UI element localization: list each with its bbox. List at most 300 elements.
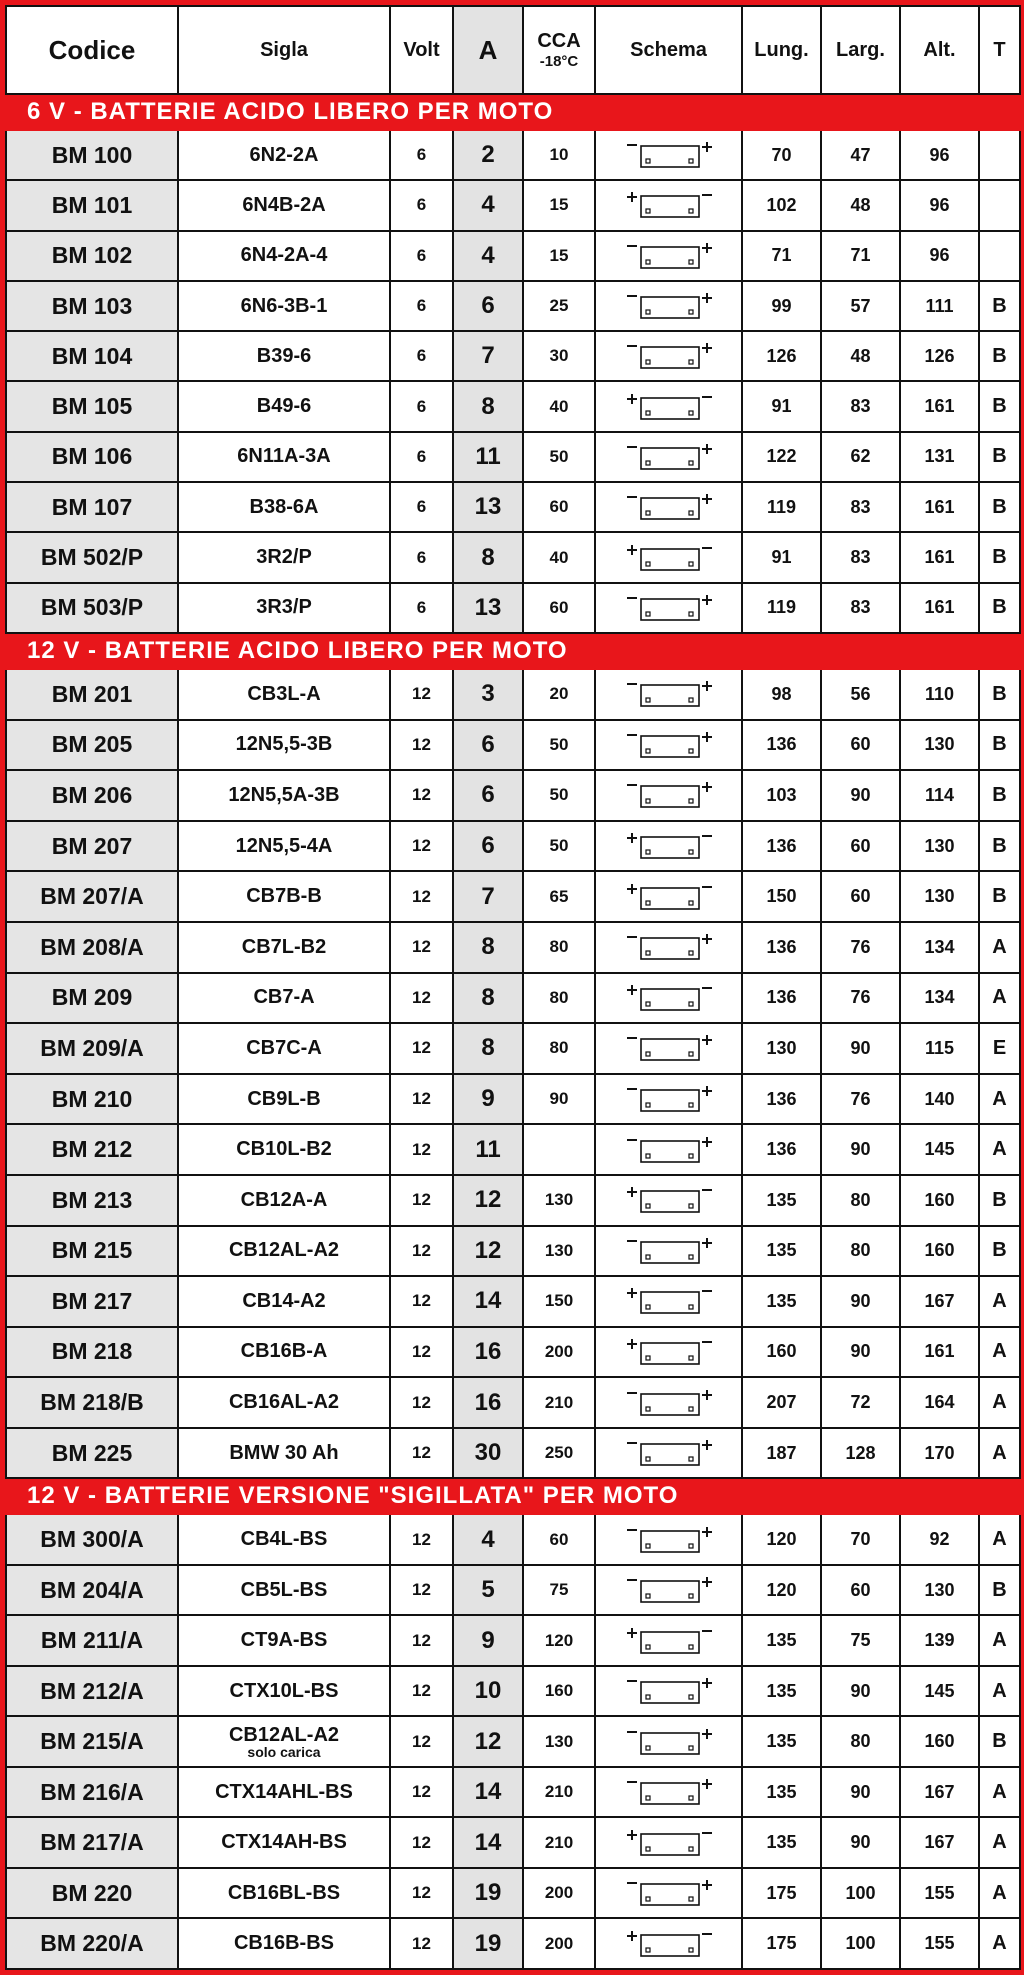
battery-height: 110 [900,669,979,720]
battery-code: BM 218/B [6,1377,178,1428]
battery-code: BM 105 [6,381,178,431]
battery-type: B [979,583,1020,633]
table-row [6,231,1020,281]
battery-length: 187 [742,1428,821,1479]
battery-polarity-icon [623,591,715,625]
battery-volt: 12 [390,1074,453,1125]
battery-volt: 12 [390,871,453,922]
battery-width: 60 [821,720,900,771]
battery-width: 71 [821,231,900,281]
battery-schema [595,770,742,821]
battery-sigla: CB16B-BS [178,1918,390,1969]
battery-schema [595,821,742,872]
battery-length: 175 [742,1918,821,1969]
battery-volt: 6 [390,532,453,582]
battery-amp: 6 [453,281,523,331]
battery-sigla: CB3L-A [178,669,390,720]
battery-volt: 12 [390,1918,453,1969]
battery-schema [595,1615,742,1666]
battery-schema [595,1666,742,1717]
table-row [6,1565,1020,1616]
battery-volt: 12 [390,1666,453,1717]
battery-amp: 14 [453,1817,523,1868]
battery-cca: 200 [523,1918,595,1969]
battery-amp: 30 [453,1428,523,1479]
battery-code: BM 215/A [6,1716,178,1767]
header-volt: Volt [390,6,453,94]
battery-cca: 30 [523,331,595,381]
battery-type: B [979,720,1020,771]
table-row [6,1226,1020,1277]
table-row [6,180,1020,230]
battery-type: B [979,1716,1020,1767]
table-row [6,1377,1020,1428]
table-row [6,1918,1020,1969]
battery-type: A [979,1817,1020,1868]
battery-polarity-icon [623,728,715,762]
battery-code: BM 225 [6,1428,178,1479]
battery-schema [595,669,742,720]
header-schema: Schema [595,6,742,94]
battery-polarity-icon [623,1183,715,1217]
battery-type [979,231,1020,281]
battery-volt: 12 [390,770,453,821]
battery-polarity-icon [623,1725,715,1759]
battery-polarity-icon [623,1284,715,1318]
battery-schema [595,922,742,973]
battery-amp: 4 [453,231,523,281]
battery-volt: 12 [390,1868,453,1919]
battery-height: 96 [900,180,979,230]
battery-schema [595,1377,742,1428]
battery-sigla: CB12AL-A2 [178,1226,390,1277]
battery-length: 120 [742,1565,821,1616]
battery-length: 135 [742,1666,821,1717]
header-cca-temp: -18°C [539,53,579,70]
battery-width: 100 [821,1918,900,1969]
battery-cca: 80 [523,973,595,1024]
battery-polarity-icon [623,1234,715,1268]
battery-height: 170 [900,1428,979,1479]
table-row [6,130,1020,180]
battery-height: 161 [900,583,979,633]
battery-amp: 4 [453,180,523,230]
battery-code: BM 205 [6,720,178,771]
battery-polarity-icon [623,188,715,222]
battery-type: B [979,770,1020,821]
battery-polarity-icon [623,880,715,914]
battery-width: 48 [821,180,900,230]
battery-cca: 80 [523,1023,595,1074]
battery-type: B [979,1565,1020,1616]
battery-schema [595,1716,742,1767]
battery-volt: 12 [390,922,453,973]
sigla-note: solo carica [247,1743,321,1760]
battery-height: 155 [900,1868,979,1919]
battery-length: 70 [742,130,821,180]
battery-polarity-icon [623,1082,715,1116]
table-row [6,821,1020,872]
battery-type: B [979,821,1020,872]
battery-width: 80 [821,1226,900,1277]
battery-length: 136 [742,1074,821,1125]
battery-type: A [979,1918,1020,1969]
battery-polarity-icon [623,1031,715,1065]
battery-type: B [979,669,1020,720]
battery-cca: 50 [523,432,595,482]
battery-schema [595,1074,742,1125]
table-row [6,871,1020,922]
battery-cca: 150 [523,1276,595,1327]
battery-length: 119 [742,482,821,532]
header-type: T [979,6,1020,94]
battery-code: BM 208/A [6,922,178,973]
battery-width: 83 [821,583,900,633]
table-row [6,381,1020,431]
battery-code: BM 212 [6,1124,178,1175]
battery-sigla: 6N2-2A [178,130,390,180]
table-row [6,432,1020,482]
battery-amp: 6 [453,770,523,821]
table-row [6,532,1020,582]
battery-amp: 19 [453,1868,523,1919]
battery-width: 90 [821,1817,900,1868]
battery-height: 155 [900,1918,979,1969]
battery-height: 131 [900,432,979,482]
battery-cca: 20 [523,669,595,720]
battery-volt: 12 [390,1615,453,1666]
battery-volt: 6 [390,482,453,532]
battery-code: BM 103 [6,281,178,331]
table-row [6,331,1020,381]
battery-code: BM 101 [6,180,178,230]
battery-polarity-icon [623,440,715,474]
battery-sigla: 12N5,5A-3B [178,770,390,821]
battery-code: BM 210 [6,1074,178,1125]
battery-length: 102 [742,180,821,230]
battery-type: B [979,381,1020,431]
battery-amp: 13 [453,583,523,633]
table-row [6,1175,1020,1226]
battery-polarity-icon [623,1133,715,1167]
battery-length: 103 [742,770,821,821]
battery-type: A [979,1868,1020,1919]
battery-type: B [979,482,1020,532]
battery-sigla: CB7C-A [178,1023,390,1074]
battery-volt: 12 [390,1377,453,1428]
battery-length: 160 [742,1327,821,1378]
battery-schema [595,871,742,922]
battery-amp: 7 [453,331,523,381]
battery-height: 130 [900,720,979,771]
battery-type: B [979,281,1020,331]
battery-height: 92 [900,1514,979,1565]
battery-cca: 160 [523,1666,595,1717]
battery-width: 90 [821,1327,900,1378]
table-body [6,94,1020,1969]
battery-polarity-icon [623,1335,715,1369]
section-title: 6 V - BATTERIE ACIDO LIBERO PER MOTO [6,94,1020,130]
battery-height: 160 [900,1226,979,1277]
battery-volt: 12 [390,1716,453,1767]
battery-volt: 6 [390,130,453,180]
battery-schema [595,1327,742,1378]
battery-sigla: B39-6 [178,331,390,381]
battery-sigla: CT9A-BS [178,1615,390,1666]
table-row [6,1868,1020,1919]
battery-type: B [979,1175,1020,1226]
battery-width: 100 [821,1868,900,1919]
battery-schema [595,583,742,633]
battery-width: 70 [821,1514,900,1565]
battery-width: 80 [821,1716,900,1767]
battery-polarity-icon [623,829,715,863]
battery-code: BM 212/A [6,1666,178,1717]
battery-sigla: 6N4B-2A [178,180,390,230]
battery-length: 136 [742,1124,821,1175]
battery-width: 90 [821,1023,900,1074]
battery-type: A [979,1276,1020,1327]
battery-amp: 5 [453,1565,523,1616]
table-row [6,482,1020,532]
battery-length: 91 [742,532,821,582]
battery-polarity-icon [623,1927,715,1961]
battery-table [5,5,1021,1970]
battery-amp: 8 [453,973,523,1024]
battery-length: 135 [742,1226,821,1277]
battery-volt: 12 [390,1514,453,1565]
battery-sigla: 12N5,5-3B [178,720,390,771]
battery-cca [523,1124,595,1175]
battery-sigla: CB14-A2 [178,1276,390,1327]
battery-sigla: 6N11A-3A [178,432,390,482]
battery-type: A [979,1615,1020,1666]
table-row [6,922,1020,973]
battery-type: A [979,973,1020,1024]
battery-cca: 50 [523,821,595,872]
table-row [6,1124,1020,1175]
battery-width: 72 [821,1377,900,1428]
battery-height: 130 [900,821,979,872]
battery-sigla: CB4L-BS [178,1514,390,1565]
battery-code: BM 217 [6,1276,178,1327]
battery-schema [595,281,742,331]
battery-width: 60 [821,821,900,872]
battery-height: 160 [900,1716,979,1767]
battery-length: 135 [742,1716,821,1767]
battery-amp: 8 [453,1023,523,1074]
battery-length: 150 [742,871,821,922]
battery-schema [595,432,742,482]
battery-code: BM 218 [6,1327,178,1378]
header-amp: A [453,6,523,94]
battery-height: 160 [900,1175,979,1226]
battery-cca: 15 [523,180,595,230]
battery-amp: 8 [453,532,523,582]
battery-volt: 12 [390,973,453,1024]
battery-schema [595,1918,742,1969]
battery-polarity-icon [623,1674,715,1708]
battery-cca: 250 [523,1428,595,1479]
battery-amp: 11 [453,1124,523,1175]
section-header-row [6,633,1020,669]
battery-sigla: CB16BL-BS [178,1868,390,1919]
battery-height: 114 [900,770,979,821]
battery-width: 128 [821,1428,900,1479]
battery-polarity-icon [623,138,715,172]
battery-polarity-icon [623,981,715,1015]
battery-sigla: 6N6-3B-1 [178,281,390,331]
battery-polarity-icon [623,339,715,373]
battery-amp: 16 [453,1327,523,1378]
battery-volt: 6 [390,231,453,281]
battery-polarity-icon [623,1573,715,1607]
battery-cca: 60 [523,482,595,532]
battery-sigla: CB7-A [178,973,390,1024]
battery-amp: 8 [453,922,523,973]
battery-height: 134 [900,922,979,973]
table-row [6,973,1020,1024]
battery-code: BM 106 [6,432,178,482]
section-header-row [6,1478,1020,1514]
header-width: Larg. [821,6,900,94]
battery-code: BM 104 [6,331,178,381]
battery-width: 76 [821,922,900,973]
battery-type: E [979,1023,1020,1074]
sigla-text: CB12AL-A2 [228,1723,340,1746]
battery-schema [595,1226,742,1277]
battery-amp: 10 [453,1666,523,1717]
battery-sigla: 6N4-2A-4 [178,231,390,281]
battery-width: 56 [821,669,900,720]
battery-width: 47 [821,130,900,180]
battery-height: 130 [900,1565,979,1616]
battery-amp: 13 [453,482,523,532]
battery-length: 136 [742,973,821,1024]
battery-length: 207 [742,1377,821,1428]
battery-amp: 3 [453,669,523,720]
battery-sigla: B49-6 [178,381,390,431]
table-row [6,1615,1020,1666]
battery-height: 167 [900,1767,979,1818]
battery-volt: 12 [390,1327,453,1378]
battery-amp: 12 [453,1175,523,1226]
battery-cca: 210 [523,1377,595,1428]
battery-code: BM 107 [6,482,178,532]
battery-code: BM 503/P [6,583,178,633]
battery-length: 120 [742,1514,821,1565]
table-row [6,1666,1020,1717]
battery-code: BM 502/P [6,532,178,582]
battery-type: B [979,532,1020,582]
battery-type [979,130,1020,180]
battery-type: A [979,922,1020,973]
battery-type: A [979,1327,1020,1378]
battery-code: BM 204/A [6,1565,178,1616]
battery-polarity-icon [623,541,715,575]
battery-volt: 12 [390,1565,453,1616]
battery-volt: 12 [390,720,453,771]
battery-polarity-icon [623,289,715,323]
battery-amp: 6 [453,720,523,771]
battery-sigla [178,1716,390,1767]
battery-height: 96 [900,130,979,180]
battery-length: 99 [742,281,821,331]
battery-amp: 14 [453,1276,523,1327]
battery-polarity-icon [623,677,715,711]
battery-polarity-icon [623,490,715,524]
battery-sigla: 12N5,5-4A [178,821,390,872]
battery-sigla: CB12A-A [178,1175,390,1226]
battery-cca: 50 [523,770,595,821]
battery-sigla: BMW 30 Ah [178,1428,390,1479]
table-row [6,770,1020,821]
battery-schema [595,720,742,771]
battery-type: A [979,1666,1020,1717]
battery-length: 135 [742,1615,821,1666]
battery-polarity-icon [623,390,715,424]
table-row [6,1074,1020,1125]
battery-schema [595,381,742,431]
battery-polarity-icon [623,1826,715,1860]
battery-width: 90 [821,1124,900,1175]
section-title: 12 V - BATTERIE VERSIONE "SIGILLATA" PER MOTO [6,1478,1020,1514]
table-header-row [6,6,1020,94]
battery-volt: 6 [390,281,453,331]
battery-height: 134 [900,973,979,1024]
battery-length: 175 [742,1868,821,1919]
battery-code: BM 207/A [6,871,178,922]
battery-width: 75 [821,1615,900,1666]
section-header-row [6,94,1020,130]
battery-polarity-icon [623,930,715,964]
battery-volt: 6 [390,180,453,230]
battery-polarity-icon [623,1624,715,1658]
battery-width: 60 [821,1565,900,1616]
battery-polarity-icon [623,1386,715,1420]
battery-cca: 130 [523,1716,595,1767]
battery-cca: 210 [523,1817,595,1868]
battery-amp: 16 [453,1377,523,1428]
battery-sigla: CTX14AH-BS [178,1817,390,1868]
battery-height: 96 [900,231,979,281]
battery-polarity-icon [623,1876,715,1910]
battery-volt: 12 [390,1817,453,1868]
battery-schema [595,130,742,180]
table-row [6,583,1020,633]
battery-sigla: CB5L-BS [178,1565,390,1616]
battery-volt: 12 [390,821,453,872]
battery-width: 60 [821,871,900,922]
battery-schema [595,1428,742,1479]
battery-height: 167 [900,1276,979,1327]
battery-volt: 12 [390,1276,453,1327]
battery-volt: 6 [390,331,453,381]
battery-code: BM 213 [6,1175,178,1226]
battery-height: 126 [900,331,979,381]
battery-length: 126 [742,331,821,381]
battery-cca: 60 [523,583,595,633]
battery-height: 164 [900,1377,979,1428]
battery-code: BM 209/A [6,1023,178,1074]
battery-cca: 50 [523,720,595,771]
battery-height: 145 [900,1124,979,1175]
battery-code: BM 100 [6,130,178,180]
battery-schema [595,1565,742,1616]
battery-sigla: CTX14AHL-BS [178,1767,390,1818]
table-row [6,281,1020,331]
battery-length: 71 [742,231,821,281]
